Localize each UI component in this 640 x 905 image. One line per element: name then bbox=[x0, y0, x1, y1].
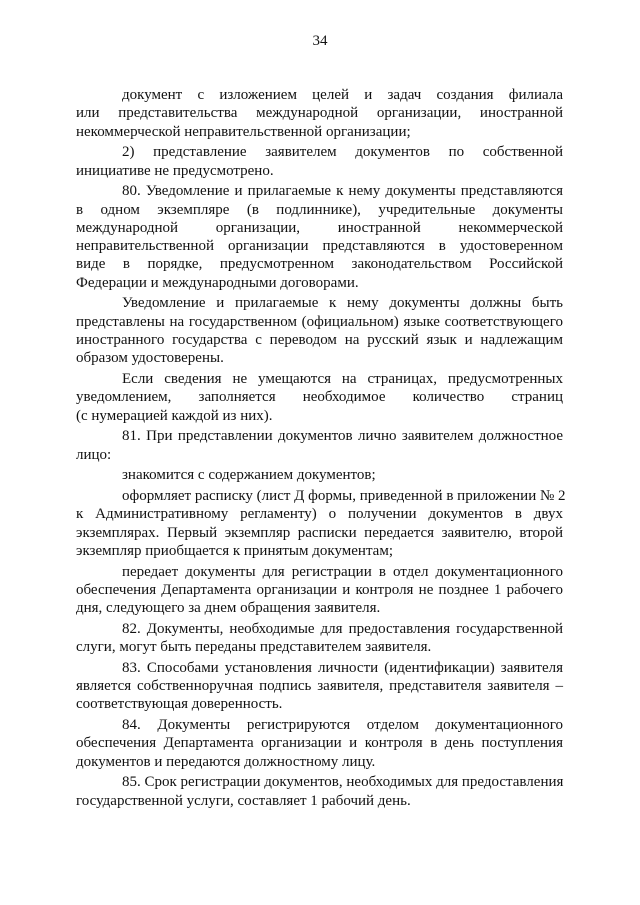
paragraph bbox=[76, 466, 563, 484]
text-line: дня, следующего за днем обращения заявителя. bbox=[76, 600, 381, 617]
text-line: 80. Уведомление и прилагаемые к нему документы представляются bbox=[122, 183, 563, 200]
text-line: передает документы для регистрации в отдел документационного bbox=[122, 563, 563, 580]
text-line: Уведомление и прилагаемые к нему документы должны быть bbox=[122, 295, 563, 312]
text-line: государственной услуги, составляет 1 рабочий день. bbox=[76, 792, 411, 809]
text-line: обеспечения Департамента организации и контроля не позднее 1 рабочего bbox=[76, 581, 563, 598]
text-line: уведомлением, заполняется необходимое количество страниц bbox=[76, 389, 563, 406]
text-line: представлены на государственном (официальном) языке соответствующего bbox=[76, 313, 563, 330]
text-line: в одном экземпляре (в подлиннике), учредительные документы bbox=[76, 201, 563, 218]
text-line: знакомится с содержанием документов; bbox=[122, 467, 376, 484]
text-line: неправительственной организации представляются в удостоверенном bbox=[76, 238, 563, 255]
paragraph bbox=[76, 659, 563, 714]
paragraph bbox=[76, 294, 563, 367]
paragraph bbox=[76, 563, 563, 618]
paragraph bbox=[76, 86, 563, 141]
text-line: 84. Документы регистрируются отделом документационного bbox=[122, 717, 563, 734]
paragraph bbox=[76, 427, 563, 464]
paragraph bbox=[76, 182, 563, 292]
text-line: соответствующая доверенность. bbox=[76, 696, 283, 713]
text-line: оформляет расписку (лист Д формы, приведенной в приложении № 2 bbox=[122, 487, 566, 504]
page-number: 34 bbox=[312, 33, 328, 49]
paragraph bbox=[76, 487, 566, 560]
text-line: инициативе не предусмотрено. bbox=[76, 162, 274, 179]
text-line: документов и передаются должностному лицу. bbox=[76, 753, 376, 770]
text-line: международной организации, иностранной некоммерческой bbox=[76, 219, 563, 236]
text-line: 85. Срок регистрации документов, необходимых для предоставления bbox=[122, 774, 564, 791]
text-line: Федерации и международными договорами. bbox=[76, 274, 359, 291]
document-body bbox=[76, 86, 566, 812]
paragraph bbox=[76, 716, 563, 771]
paragraph bbox=[76, 773, 563, 810]
text-line: 81. При представлении документов лично заявителем должностное bbox=[122, 428, 563, 445]
text-line: некоммерческой неправительственной организации; bbox=[76, 123, 411, 140]
text-line: (с нумерацией каждой из них). bbox=[76, 407, 273, 424]
text-line: документ с изложением целей и задач создания филиала bbox=[122, 87, 563, 103]
text-line: образом удостоверены. bbox=[76, 350, 224, 367]
text-line: обеспечения Департамента организации и контроля в день поступления bbox=[76, 735, 563, 752]
paragraph bbox=[76, 370, 563, 425]
text-line: к Административному регламенту) о получении документов в двух bbox=[76, 506, 563, 523]
text-line: экземплярах. Первый экземпляр расписки передается заявителю, второй bbox=[76, 524, 563, 541]
text-line: или представительства международной организации, иностранной bbox=[76, 105, 563, 122]
text-line: слуги, могут быть переданы представителем заявителя. bbox=[76, 639, 432, 656]
text-line: 2) представление заявителем документов по собственной bbox=[122, 144, 563, 161]
text-line: виде в порядке, предусмотренном законодательством Российской bbox=[76, 256, 563, 273]
text-line: 82. Документы, необходимые для предоставления государственной bbox=[122, 620, 563, 637]
paragraph bbox=[76, 143, 563, 180]
text-line: лицо: bbox=[76, 446, 112, 463]
text-line: экземпляр приобщается к принятым документам; bbox=[76, 542, 393, 559]
text-line: является собственноручная подпись заявителя, представителя заявителя – bbox=[76, 678, 563, 695]
text-line: 83. Способами установления личности (идентификации) заявителя bbox=[122, 659, 563, 676]
paragraph bbox=[76, 620, 563, 657]
text-line: Если сведения не умещаются на страницах, предусмотренных bbox=[122, 371, 563, 388]
text-line: иностранного государства с переводом на русский язык и надлежащим bbox=[76, 332, 563, 349]
